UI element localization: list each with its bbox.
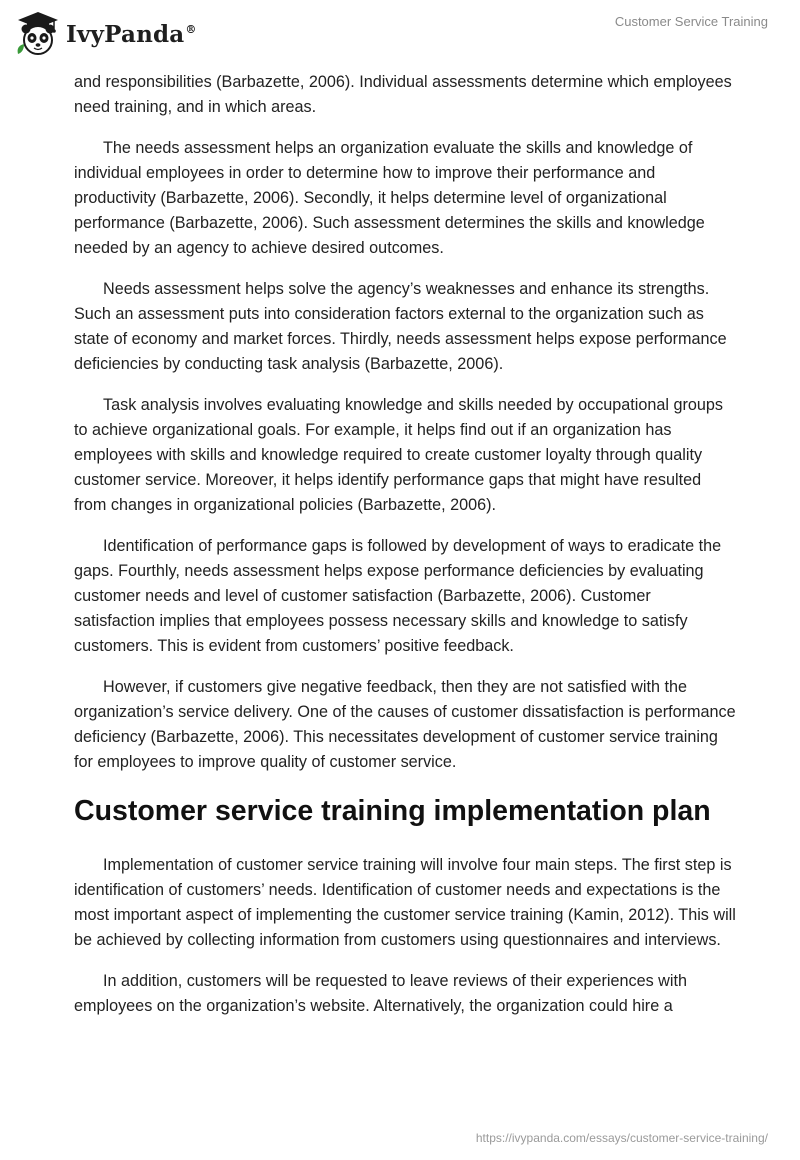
source-url[interactable]: https://ivypanda.com/essays/customer-service-training/ bbox=[475, 1131, 768, 1145]
section-heading: Customer service training implementation plan bbox=[74, 795, 711, 827]
paragraph: Task analysis involves evaluating knowledge and skills needed by occupational groups to achieve organizational goals. For example, it helps find out if an organization has employees with skills and knowledge required to create customer loyalty through quality customer service. Moreover, it helps identify performance gaps that might have resulted from changes in organizational policies (Barbazette, 2006). bbox=[74, 396, 724, 514]
document-title: Customer Service Training bbox=[614, 14, 768, 29]
panda-graduate-icon bbox=[14, 10, 62, 58]
paragraph: In addition, customers will be requested to leave reviews of their experiences with employees on the organization’s website. Alternatively, the organization could hire a bbox=[74, 972, 687, 1015]
paragraph: However, if customers give negative feedback, then they are not satisfied with the organization’s service delivery. One of the causes of customer dissatisfaction is performance deficiency (Barbazette, 2006). This necessitates development of customer service training for employees to improve quality of customer service. bbox=[74, 678, 736, 771]
paragraph: Implementation of customer service training will involve four main steps. The first step is identification of customers’ needs. Identification of customer needs and expectations is the most important aspect of implementing the customer service training (Kamin, 2012). This will be achieved by collecting information from customers using questionnaires and interviews. bbox=[74, 856, 736, 949]
essay-content bbox=[74, 70, 736, 1035]
brand-name: IvyPanda® bbox=[66, 20, 197, 48]
paragraph: Needs assessment helps solve the agency’s weaknesses and enhance its strengths. Such an assessment puts into consideration factors external to the organization such as state of economy and market forces. Thirdly, needs assessment helps expose performance deficiencies by conducting task analysis (Barbazette, 2006). bbox=[74, 280, 727, 373]
paragraph: and responsibilities (Barbazette, 2006). Individual assessments determine which employees need training, and in which areas. bbox=[74, 73, 732, 116]
paragraph: The needs assessment helps an organization evaluate the skills and knowledge of individual employees in order to determine how to improve their performance and productivity (Barbazette, 2006). Secondly, it helps determine level of organizational performance (Barbazette, 2006). Such assessment determines the skills and knowledge needed by an agency to achieve desired outcomes. bbox=[74, 139, 705, 257]
ivypanda-logo[interactable] bbox=[14, 10, 197, 58]
page-header bbox=[0, 0, 800, 70]
registered-mark: ® bbox=[185, 22, 197, 36]
paragraph: Identification of performance gaps is followed by development of ways to eradicate the gaps. Fourthly, needs assessment helps expose performance deficiencies by evaluating customer needs and level of customer satisfaction (Barbazette, 2006). Customer satisfaction implies that employees possess necessary skills and knowledge to satisfy customers. This is evident from customers’ positive feedback. bbox=[74, 537, 722, 655]
